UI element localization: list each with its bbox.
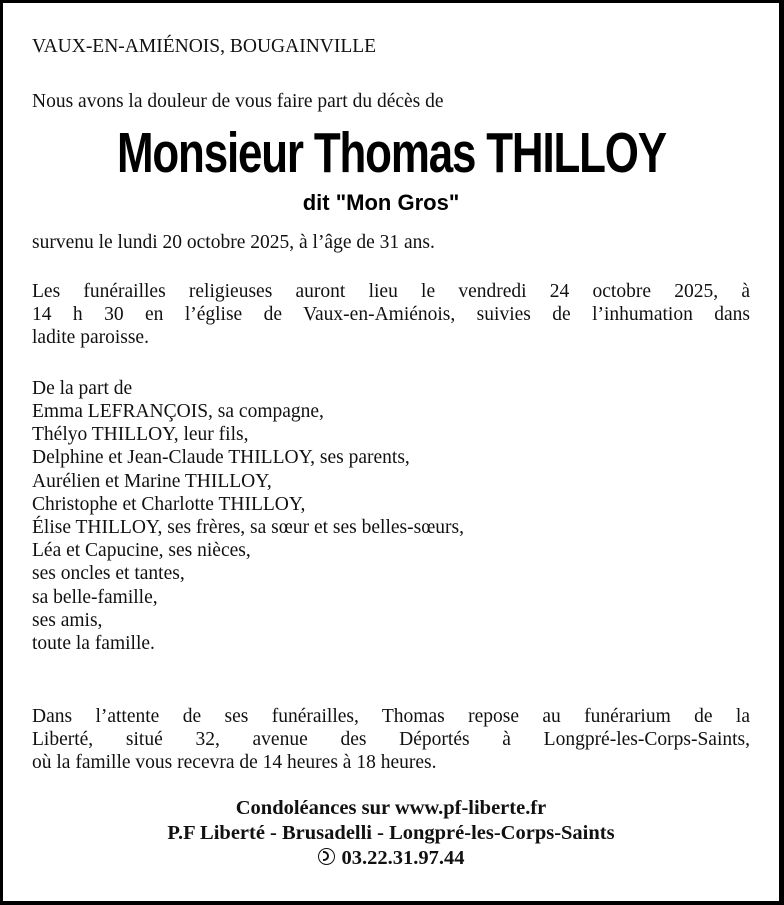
family-member: Delphine et Jean-Claude THILLOY, ses parents, <box>32 447 410 469</box>
family-member: sa belle-famille, <box>32 586 158 608</box>
family-member: Thélyo THILLOY, leur fils, <box>32 424 249 446</box>
family-member: ses oncles et tantes, <box>32 563 185 585</box>
phone-number: 03.22.31.97.44 <box>341 847 465 869</box>
location-heading: VAUX-EN-AMIÉNOIS, BOUGAINVILLE <box>32 36 377 57</box>
death-info: survenu le lundi 20 octobre 2025, à l’âge de 31 ans. <box>32 232 435 253</box>
family-member: Léa et Capucine, ses nièces, <box>32 540 251 562</box>
visitation-line: où la famille vous recevra de 14 heures à 18 heures. <box>32 752 437 773</box>
funeral-paragraph <box>32 280 750 349</box>
family-member: toute la famille. <box>32 633 155 655</box>
condolences-text: Condoléances sur www.pf-liberte.fr <box>235 797 547 819</box>
family-member: ses amis, <box>32 609 103 631</box>
obituary-notice <box>3 3 779 901</box>
family-member: Aurélien et Marine THILLOY, <box>32 470 272 492</box>
nickname: dit "Mon Gros" <box>302 190 460 215</box>
condolences-line <box>3 796 779 821</box>
family-list <box>32 400 464 655</box>
family-member: Emma LEFRANÇOIS, sa compagne, <box>32 401 324 422</box>
visitation-line: Liberté, situé 32, avenue des Déportés à Longpré-les-Corps-Saints, <box>32 729 750 750</box>
funeral-home-line <box>3 821 779 846</box>
intro-text: Nous avons la douleur de vous faire part du décès de <box>32 91 444 112</box>
visitation-line: Dans l’attente de ses funérailles, Thomas repose au funérarium de la <box>32 706 750 727</box>
funeral-home-name: P.F Liberté - Brusadelli - Longpré-les-Corps-Saints <box>167 822 615 844</box>
visitation-paragraph <box>32 705 750 774</box>
phone-icon <box>318 848 335 865</box>
phone-line <box>3 846 779 871</box>
deceased-name-block <box>3 121 779 185</box>
nickname-block <box>3 190 779 216</box>
funeral-line: Les funérailles religieuses auront lieu le vendredi 24 octobre 2025, à <box>32 281 750 302</box>
family-member: Christophe et Charlotte THILLOY, <box>32 493 306 515</box>
family-member: Élise THILLOY, ses frères, sa sœur et ses belles-sœurs, <box>32 517 464 539</box>
family-intro: De la part de <box>32 378 133 399</box>
deceased-name: Monsieur Thomas THILLOY <box>116 121 666 185</box>
funeral-line: ladite paroisse. <box>32 327 149 348</box>
funeral-line: 14 h 30 en l’église de Vaux-en-Amiénois, suivies de l’inhumation dans <box>32 304 750 325</box>
